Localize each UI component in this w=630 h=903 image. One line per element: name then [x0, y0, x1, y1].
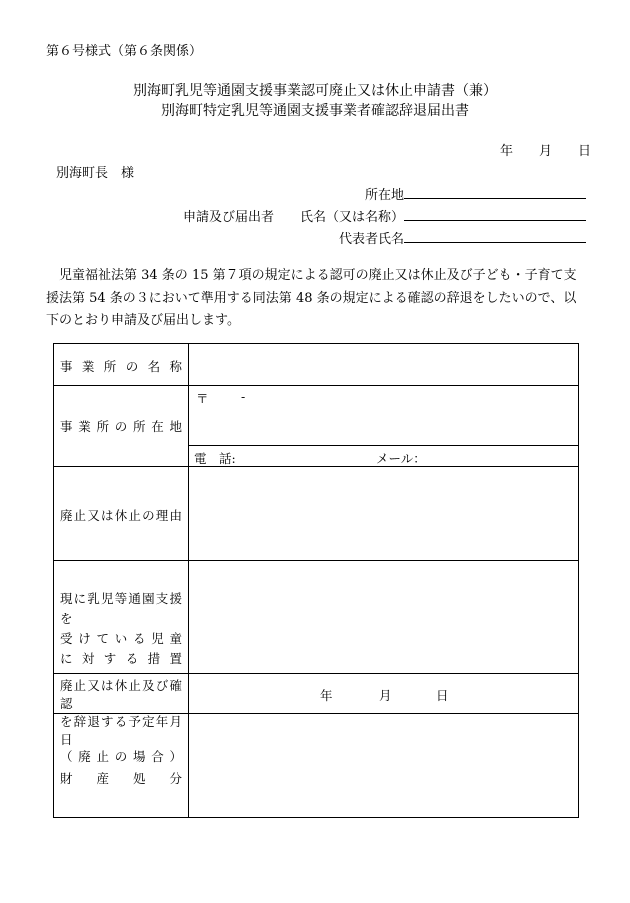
scheduled-date-label: 廃止又は休止及び確認 を辞退する予定年月日 [60, 678, 182, 747]
postal-mark: 〒 [196, 391, 209, 406]
scheduled-year-label: 年 [320, 688, 333, 703]
facility-address-label: 事業所の所在地 [60, 419, 182, 434]
form-number: 第６号様式（第６条関係） [46, 44, 203, 59]
property-disposal-label: （廃止の場合） 財産処分 [60, 749, 182, 786]
date-day-label: 日 [578, 144, 592, 159]
postal-dash: - [241, 389, 246, 404]
phone-label: 電 話: [194, 451, 236, 466]
facility-address-field[interactable] [194, 406, 574, 442]
address-label: 所在地 [364, 188, 404, 203]
measures-label: 現に乳児等通園支援を 受けている児童 に対する措置 [60, 591, 182, 666]
body-paragraph: 児童福祉法第 34 条の 15 第７項の規定による認可の廃止又は休止及び子ども・子育て支援法第 54 条の３において準用する同法第 48 条の規定による確認の辞退をしたいので、以下のとおり申請及び届出します。 [46, 268, 577, 328]
application-form-table [53, 343, 579, 818]
column-divider [188, 344, 189, 817]
email-label: メール： [376, 451, 426, 466]
scheduled-month-label: 月 [379, 688, 392, 703]
row-divider [54, 466, 578, 467]
submission-date [500, 140, 591, 159]
facility-name-field[interactable] [194, 350, 574, 380]
property-disposal-field[interactable] [194, 719, 574, 813]
row-divider [54, 385, 578, 386]
addressee: 別海町長 様 [56, 166, 135, 181]
reason-field[interactable] [194, 472, 574, 556]
row-divider [54, 560, 578, 561]
row-divider [54, 673, 578, 674]
document-title-line1: 別海町乳児等通園支援事業認可廃止又は休止申請書（兼） [133, 83, 497, 99]
document-title-line2: 別海町特定乳児等通園支援事業者確認辞退届出書 [161, 103, 469, 119]
reason-label: 廃止又は休止の理由 [60, 508, 182, 523]
facility-name-label: 事業所の名称 [60, 359, 182, 374]
applicant-role-label: 申請及び届出者 [183, 210, 275, 225]
scheduled-day-label: 日 [436, 688, 449, 703]
representative-label: 代表者氏名 [338, 232, 404, 247]
measures-field[interactable] [194, 566, 574, 668]
address-field-line[interactable] [404, 198, 586, 199]
date-month-label: 月 [539, 144, 553, 159]
name-label: 氏名（又は名称） [299, 210, 404, 225]
address-subrow-divider [188, 445, 578, 446]
representative-field-line[interactable] [404, 242, 586, 243]
date-year-label: 年 [500, 144, 514, 159]
name-field-line[interactable] [404, 220, 586, 221]
